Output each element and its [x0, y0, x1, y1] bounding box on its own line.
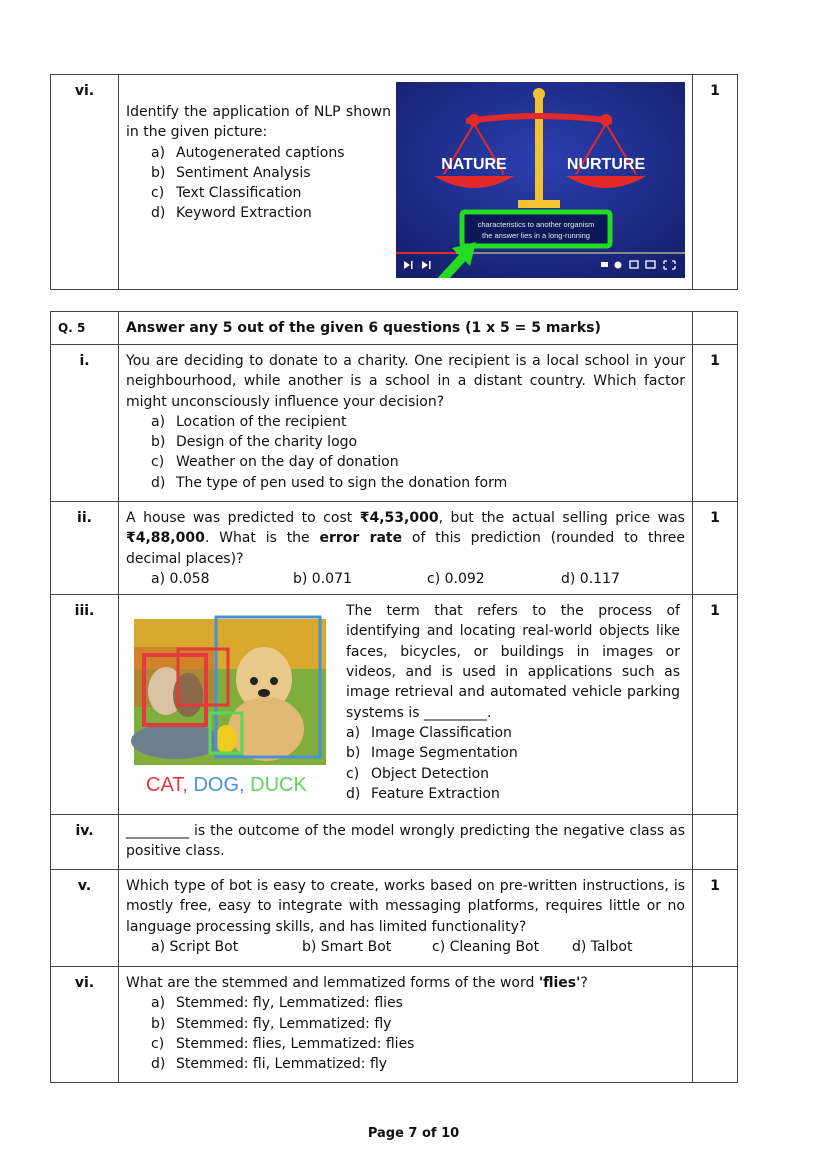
question-number: vi. [51, 75, 119, 290]
option-d: d) Talbot [572, 939, 633, 956]
question-number: i. [51, 345, 119, 502]
question-cell [119, 595, 693, 815]
question-cell [119, 967, 693, 1083]
option-b: b) Sentiment Analysis [151, 164, 311, 181]
option-c: c) Weather on the day of donation [151, 454, 399, 471]
option-d: d) 0.117 [561, 570, 620, 587]
question-text: What are the stemmed and lemmatized forms of the word 'flies'? [126, 975, 588, 992]
option-d: d) Feature Extraction [346, 785, 500, 802]
marks: 1 [693, 502, 738, 595]
option-c: c) Cleaning Bot [432, 939, 540, 956]
question-number: Q. 5 [51, 312, 119, 345]
nature-nurture-video-image [396, 82, 685, 284]
caption-line-1: characteristics to another organism [477, 220, 595, 229]
cat-dog-duck-image [126, 601, 346, 807]
page-footer: Page 7 of 10 [367, 1126, 460, 1141]
error-rate-term: error rate [319, 530, 403, 547]
duck-label: DUCK [250, 774, 307, 797]
question-number: ii. [51, 502, 119, 595]
actual-price: ₹4,88,000 [126, 530, 205, 547]
marks: 1 [693, 75, 738, 290]
option-c: c) Object Detection [346, 765, 490, 782]
option-a: a) 0.058 [151, 570, 210, 587]
dog-label: DOG [193, 774, 239, 797]
options-row [126, 937, 685, 957]
marks [693, 312, 738, 345]
nature-label: NATURE [441, 156, 507, 173]
section-heading: Answer any 5 out of the given 6 questions (1 x 5 = 5 marks) [119, 312, 693, 345]
question-cell [119, 870, 693, 967]
options-row [126, 569, 685, 589]
options-list [126, 412, 685, 493]
marks: 1 [693, 870, 738, 967]
question-text: The term that refers to the process of identifying and locating real-world objects like faces, bicycles, or buildings in images or videos, and is used in applications such as image retrieval and automated vehicle parking systems is _________. [346, 603, 680, 721]
question-cell [119, 502, 693, 595]
option-b: b) 0.071 [293, 570, 352, 587]
option-a: a) Stemmed: fly, Lemmatized: flies [151, 995, 403, 1012]
question-number: iv. [51, 815, 119, 870]
option-c: c) 0.092 [427, 570, 485, 587]
question-text: You are deciding to donate to a charity. One recipient is a local school in your neighbourhood, while another is a school in a distant country. Which factor might unconsciously influence your decision? [126, 353, 685, 410]
option-b: b) Design of the charity logo [151, 434, 358, 451]
option-a: a) Script Bot [151, 939, 239, 956]
options-list [126, 143, 391, 224]
question-number: iii. [51, 595, 119, 815]
cat-label: CAT [146, 774, 183, 797]
question-text: _________ is the outcome of the model wrongly predicting the negative class as positive class. [126, 823, 685, 860]
question-text: Identify the application of NLP shown in the given picture: [126, 104, 391, 141]
q4-vi-table [50, 74, 738, 290]
option-b: b) Image Segmentation [346, 745, 518, 762]
option-d: d) Keyword Extraction [151, 205, 312, 222]
options-list [126, 993, 685, 1074]
marks [693, 815, 738, 870]
q5-table [50, 311, 738, 1083]
option-a: a) Image Classification [346, 724, 512, 741]
option-a: a) Autogenerated captions [151, 144, 345, 161]
marks [693, 967, 738, 1083]
caption-line-2: the answer lies in a long-running [482, 231, 590, 240]
option-d: d) Stemmed: fli, Lemmatized: fly [151, 1056, 388, 1073]
option-d: d) The type of pen used to sign the donation form [151, 474, 508, 491]
question-number: v. [51, 870, 119, 967]
word-flies: 'flies' [538, 975, 581, 992]
question-cell [119, 815, 693, 870]
option-b: b) Smart Bot [302, 939, 392, 956]
option-b: b) Stemmed: fly, Lemmatized: fly [151, 1015, 392, 1032]
option-a: a) Location of the recipient [151, 413, 347, 430]
marks: 1 [693, 345, 738, 502]
question-number: vi. [51, 967, 119, 1083]
marks: 1 [693, 595, 738, 815]
question-cell [119, 75, 693, 290]
svg-text:CAT, DOG, DUCK: CAT, DOG, DUCK [146, 774, 307, 797]
predicted-price: ₹4,53,000 [359, 510, 439, 526]
option-c: c) Stemmed: flies, Lemmatized: flies [151, 1036, 415, 1053]
option-c: c) Text Classification [151, 185, 302, 202]
options-list [346, 723, 680, 804]
question-text: Which type of bot is easy to create, works based on pre-written instructions, is mostly free, easy to integrate with messaging platforms, requires little or no language processing skills, and has limited functionality? [126, 878, 685, 935]
question-cell [119, 345, 693, 502]
question-text: A house was predicted to cost ₹4,53,000, but the actual selling price was ₹4,88,000. What is the error rate of this prediction (rounded to three decimal places)? [126, 510, 685, 567]
nurture-label: NURTURE [566, 156, 646, 173]
